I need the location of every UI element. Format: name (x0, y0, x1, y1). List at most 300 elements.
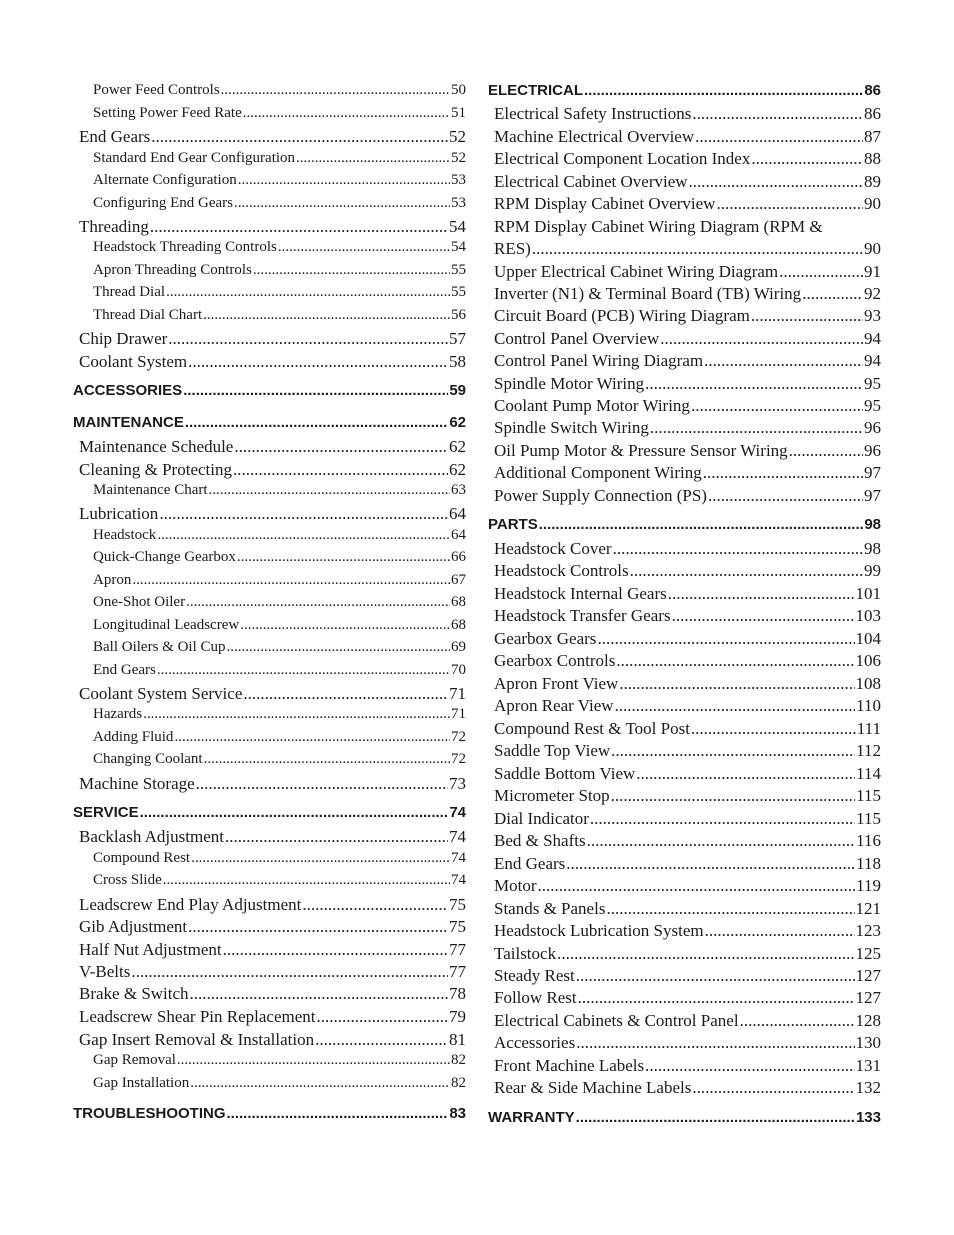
toc-page-number: 57 (449, 329, 466, 348)
toc-leader-dots (150, 217, 448, 237)
toc-title: Chip Drawer (79, 329, 168, 348)
toc-page-number: 51 (451, 105, 466, 121)
toc-page-number: 53 (451, 172, 466, 188)
toc-section[interactable] (73, 804, 466, 821)
toc-page-number: 62 (449, 460, 466, 479)
toc-leader-dots (168, 329, 448, 349)
toc-leader-dots (705, 921, 855, 941)
toc-entry[interactable] (488, 463, 881, 483)
toc-title: Oil Pump Motor & Pressure Sensor Wiring (494, 441, 788, 460)
toc-title: Inverter (N1) & Terminal Board (TB) Wiring (494, 284, 802, 303)
toc-title: V-Belts (79, 962, 131, 981)
toc-page-number: 104 (855, 629, 881, 648)
toc-page-number: 112 (856, 741, 881, 760)
toc-title: Saddle Top View (494, 741, 611, 760)
toc-title: Apron Front View (494, 674, 619, 693)
toc-title: Backlash Adjustment (79, 827, 224, 846)
toc-title: Electrical Component Location Index (494, 149, 751, 168)
toc-entry[interactable] (488, 854, 881, 874)
toc-entry[interactable] (488, 606, 881, 626)
toc-subentry[interactable] (73, 872, 466, 889)
toc-title: Rear & Side Machine Labels (494, 1078, 692, 1097)
toc-page-number: 74 (451, 872, 466, 888)
toc-title: Steady Rest (494, 966, 575, 985)
toc-entry[interactable] (73, 1030, 466, 1050)
toc-page-number: 131 (855, 1056, 881, 1075)
toc-title: One-Shot Oiler (93, 594, 186, 610)
toc-leader-dots (636, 764, 855, 784)
toc-entry[interactable] (488, 561, 881, 581)
toc-page-number: 106 (855, 651, 881, 670)
toc-title: Ball Oilers & Oil Cup (93, 639, 226, 655)
toc-title: Gap Insert Removal & Installation (79, 1030, 315, 1049)
toc-entry[interactable] (488, 351, 881, 371)
toc-title: WARRANTY (488, 1109, 575, 1126)
toc-page-number: 95 (864, 396, 881, 415)
toc-title: End Gears (79, 127, 151, 146)
toc-leader-dots (630, 561, 863, 581)
toc-page-number: 82 (451, 1075, 466, 1091)
toc-title: Additional Component Wiring (494, 463, 702, 482)
toc-leader-dots (140, 804, 449, 821)
toc-title: Alternate Configuration (93, 172, 237, 188)
toc-title: Tailstock (494, 944, 557, 963)
toc-subentry[interactable] (73, 729, 466, 746)
toc-entry[interactable] (488, 719, 881, 739)
toc-page-number: 59 (449, 382, 466, 399)
toc-entry[interactable] (488, 441, 881, 461)
toc-title: Thread Dial (93, 284, 166, 300)
toc-leader-dots (590, 809, 855, 829)
toc-subentry[interactable] (73, 617, 466, 634)
toc-page-number: 75 (449, 917, 466, 936)
toc-subentry[interactable] (73, 172, 466, 189)
toc-entry[interactable] (488, 696, 881, 716)
toc-subentry[interactable] (73, 82, 466, 99)
toc-title: End Gears (494, 854, 566, 873)
toc-leader-dots (578, 988, 855, 1008)
toc-leader-dots (619, 674, 854, 694)
toc-leader-dots (317, 1007, 449, 1027)
toc-entry[interactable] (73, 352, 466, 372)
toc-page-number: 55 (451, 262, 466, 278)
toc-title: Apron (93, 572, 132, 588)
toc-title: Gap Removal (93, 1052, 176, 1068)
toc-section[interactable] (488, 82, 881, 99)
toc-page-number: 69 (451, 639, 466, 655)
toc-title: Gap Installation (93, 1075, 190, 1091)
toc-subentry[interactable] (73, 594, 466, 611)
toc-title: Stands & Panels (494, 899, 606, 918)
toc-page-number: 132 (855, 1078, 881, 1097)
toc-title: Micrometer Stop (494, 786, 610, 805)
toc-leader-dots (611, 741, 855, 761)
toc-title: Longitudinal Leadscrew (93, 617, 240, 633)
toc-entry[interactable] (73, 984, 466, 1004)
toc-title: Saddle Bottom View (494, 764, 636, 783)
toc-leader-dots (203, 307, 450, 324)
toc-title: Standard End Gear Configuration (93, 150, 296, 166)
toc-title: Hazards (93, 706, 143, 722)
toc-page-number: 74 (451, 850, 466, 866)
toc-entry[interactable] (488, 374, 881, 394)
toc-title: RPM Display Cabinet Wiring Diagram (RPM & (494, 217, 823, 236)
toc-title: ACCESSORIES (73, 382, 183, 399)
toc-leader-dots (177, 1052, 450, 1069)
toc-leader-dots (227, 1105, 449, 1122)
toc-entry[interactable] (488, 262, 881, 282)
toc-title: Maintenance Chart (93, 482, 208, 498)
toc-page-number: 52 (451, 150, 466, 166)
toc-title: Quick-Change Gearbox (93, 549, 236, 565)
toc-entry[interactable] (488, 539, 881, 559)
toc-title: ELECTRICAL (488, 82, 583, 99)
toc-title: Gib Adjustment (79, 917, 188, 936)
toc-section[interactable] (73, 414, 466, 431)
toc-subentry[interactable] (73, 239, 466, 256)
toc-entry[interactable] (488, 329, 881, 349)
toc-entry[interactable] (488, 396, 881, 416)
toc-entry[interactable] (488, 831, 881, 851)
toc-entry[interactable] (488, 584, 881, 604)
toc-page-number: 108 (855, 674, 881, 693)
toc-subentry[interactable] (73, 572, 466, 589)
toc-subentry[interactable] (73, 482, 466, 499)
toc-entry[interactable] (488, 651, 881, 671)
toc-subentry[interactable] (73, 105, 466, 122)
toc-page-number: 67 (451, 572, 466, 588)
toc-entry[interactable] (488, 172, 881, 192)
toc-title: Half Nut Adjustment (79, 940, 222, 959)
toc-entry[interactable] (73, 917, 466, 937)
toc-leader-dots (209, 482, 450, 499)
toc-leader-dots (196, 774, 448, 794)
toc-title: Coolant System (79, 352, 188, 371)
toc-entry[interactable] (488, 239, 881, 259)
toc-entry[interactable] (73, 460, 466, 480)
toc-title: Headstock Transfer Gears (494, 606, 671, 625)
toc-leader-dots (611, 786, 855, 806)
toc-title: Power Supply Connection (PS) (494, 486, 707, 505)
toc-page-number: 133 (855, 1109, 881, 1126)
toc-page-number: 119 (856, 876, 881, 895)
toc-page-number: 71 (449, 684, 466, 703)
toc-title: Gearbox Controls (494, 651, 616, 670)
toc-leader-dots (689, 172, 863, 192)
toc-leader-dots (225, 827, 448, 847)
toc-leader-dots (159, 504, 448, 524)
toc-page-number: 114 (856, 764, 881, 783)
toc-leader-dots (704, 351, 863, 371)
toc-title: Electrical Cabinets & Control Panel (494, 1011, 739, 1030)
toc-leader-dots (584, 82, 863, 99)
toc-page-number: 90 (864, 239, 881, 258)
toc-entry[interactable] (488, 944, 881, 964)
toc-leader-dots (302, 895, 448, 915)
toc-page-number: 82 (451, 1052, 466, 1068)
toc-page-number: 123 (855, 921, 881, 940)
toc-title: Electrical Safety Instructions (494, 104, 692, 123)
toc-leader-dots (315, 1030, 448, 1050)
toc-page-number: 72 (451, 751, 466, 767)
toc-page-number: 93 (864, 306, 881, 325)
toc-title: Cross Slide (93, 872, 162, 888)
toc-title: Spindle Motor Wiring (494, 374, 645, 393)
toc-page-number: 99 (864, 561, 881, 580)
toc-entry[interactable] (488, 306, 881, 326)
toc-entry[interactable] (73, 1007, 466, 1027)
toc-title: Headstock (93, 527, 157, 543)
toc-page-number: 94 (864, 351, 881, 370)
toc-entry[interactable] (73, 962, 466, 982)
toc-page-number: 111 (856, 719, 881, 738)
toc-leader-dots (243, 105, 450, 122)
toc-title: Threading (79, 217, 149, 236)
toc-leader-dots (703, 463, 863, 483)
toc-entry[interactable] (73, 437, 466, 457)
toc-title: Lubrication (79, 504, 159, 523)
toc-subentry[interactable] (73, 662, 466, 679)
toc-title: Cleaning & Protecting (79, 460, 232, 479)
toc-page-number: 127 (855, 988, 881, 1007)
toc-page-number: 62 (449, 437, 466, 456)
toc-leader-dots (234, 195, 450, 212)
toc-leader-dots (645, 374, 863, 394)
toc-page-number: 55 (451, 284, 466, 300)
toc-entry[interactable] (488, 1033, 881, 1053)
toc-entry[interactable] (488, 1078, 881, 1098)
toc-entry[interactable] (73, 504, 466, 524)
toc-title: Accessories (494, 1033, 576, 1052)
toc-leader-dots (237, 549, 450, 566)
toc-page-number: 79 (449, 1007, 466, 1026)
toc-leader-dots (692, 104, 863, 124)
toc-leader-dots (692, 1078, 854, 1098)
toc-page-number: 74 (449, 827, 466, 846)
toc-leader-dots (616, 651, 854, 671)
toc-entry[interactable] (73, 774, 466, 794)
toc-leader-dots (740, 1011, 855, 1031)
toc-entry[interactable] (488, 1011, 881, 1031)
toc-leader-dots (615, 696, 856, 716)
toc-page-number: 50 (451, 82, 466, 98)
toc-subentry[interactable] (73, 307, 466, 324)
toc-title: RPM Display Cabinet Overview (494, 194, 716, 213)
toc-entry[interactable] (488, 741, 881, 761)
toc-leader-dots (157, 527, 450, 544)
toc-page-number: 68 (451, 617, 466, 633)
toc-page-number: 127 (855, 966, 881, 985)
toc-title: Leadscrew End Play Adjustment (79, 895, 302, 914)
toc-leader-dots (751, 149, 863, 169)
toc-title: Headstock Controls (494, 561, 629, 580)
toc-title: Spindle Switch Wiring (494, 418, 649, 437)
toc-entry[interactable] (488, 217, 881, 237)
toc-page-number: 71 (451, 706, 466, 722)
toc-leader-dots (566, 854, 855, 874)
toc-page-number: 92 (864, 284, 881, 303)
toc-page-number: 89 (864, 172, 881, 191)
toc-entry[interactable] (73, 940, 466, 960)
toc-subentry[interactable] (73, 1052, 466, 1069)
toc-page-number: 110 (856, 696, 881, 715)
toc-page-number: 74 (449, 804, 466, 821)
toc-leader-dots (691, 396, 863, 416)
toc-title: TROUBLESHOOTING (73, 1105, 226, 1122)
toc-page-number: 73 (449, 774, 466, 793)
toc-title: Setting Power Feed Rate (93, 105, 242, 121)
toc-leader-dots (613, 539, 863, 559)
toc-page-number: 96 (864, 418, 881, 437)
toc-page-number: 116 (856, 831, 881, 850)
toc-page-number: 78 (449, 984, 466, 1003)
toc-leader-dots (163, 872, 450, 889)
toc-title: Compound Rest & Tool Post (494, 719, 690, 738)
toc-page-number: 115 (856, 786, 881, 805)
toc-title: Follow Rest (494, 988, 577, 1007)
toc-title: Apron Rear View (494, 696, 614, 715)
toc-page-number: 95 (864, 374, 881, 393)
toc-leader-dots (204, 751, 450, 768)
toc-title: SERVICE (73, 804, 139, 821)
toc-page-number: 64 (451, 527, 466, 543)
toc-entry[interactable] (73, 684, 466, 704)
toc-leader-dots (190, 984, 448, 1004)
toc-section[interactable] (73, 1105, 466, 1122)
toc-title: Changing Coolant (93, 751, 203, 767)
toc-subentry[interactable] (73, 850, 466, 867)
toc-page-number: 90 (864, 194, 881, 213)
toc-entry[interactable] (488, 418, 881, 438)
toc-section[interactable] (73, 382, 466, 399)
toc-entry[interactable] (488, 629, 881, 649)
toc-subentry[interactable] (73, 549, 466, 566)
toc-title: Compound Rest (93, 850, 191, 866)
toc-leader-dots (278, 239, 450, 256)
toc-leader-dots (143, 706, 450, 723)
toc-leader-dots (188, 917, 448, 937)
toc-page-number: 70 (451, 662, 466, 678)
toc-entry[interactable] (488, 674, 881, 694)
toc-entry[interactable] (73, 827, 466, 847)
toc-page-number: 94 (864, 329, 881, 348)
toc-page-number: 64 (449, 504, 466, 523)
toc-title: Headstock Lubrication System (494, 921, 704, 940)
toc-title: Headstock Cover (494, 539, 612, 558)
toc-entry[interactable] (488, 486, 881, 506)
toc-entry[interactable] (488, 809, 881, 829)
toc-entry[interactable] (488, 876, 881, 896)
toc-leader-dots (708, 486, 863, 506)
toc-entry[interactable] (488, 899, 881, 919)
toc-subentry[interactable] (73, 527, 466, 544)
toc-title: Adding Fluid (93, 729, 174, 745)
toc-page-number: 91 (864, 262, 881, 281)
toc-leader-dots (716, 194, 863, 214)
toc-entry[interactable] (488, 284, 881, 304)
toc-page-number: 83 (449, 1105, 466, 1122)
toc-page-number: 121 (855, 899, 881, 918)
toc-entry[interactable] (488, 104, 881, 124)
toc-entry[interactable] (488, 194, 881, 214)
toc-page-number: 101 (855, 584, 881, 603)
toc-leader-dots (789, 441, 863, 461)
toc-page-number: 87 (864, 127, 881, 146)
toc-leader-dots (233, 460, 448, 480)
toc-entry[interactable] (488, 988, 881, 1008)
toc-leader-dots (802, 284, 863, 304)
toc-subentry[interactable] (73, 751, 466, 768)
toc-entry[interactable] (73, 895, 466, 915)
toc-leader-dots (131, 962, 448, 982)
toc-leader-dots (695, 127, 863, 147)
toc-entry[interactable] (488, 1056, 881, 1076)
toc-subentry[interactable] (73, 1075, 466, 1092)
toc-entry[interactable] (488, 127, 881, 147)
toc-subentry[interactable] (73, 706, 466, 723)
toc-leader-dots (157, 662, 450, 679)
toc-leader-dots (538, 876, 856, 896)
toc-title: Control Panel Overview (494, 329, 660, 348)
toc-entry[interactable] (488, 786, 881, 806)
toc-entry[interactable] (73, 127, 466, 147)
toc-title: Front Machine Labels (494, 1056, 645, 1075)
toc-leader-dots (597, 629, 854, 649)
toc-entry[interactable] (488, 149, 881, 169)
toc-title: Coolant Pump Motor Wiring (494, 396, 690, 415)
toc-leader-dots (576, 1109, 855, 1126)
toc-leader-dots (151, 127, 448, 147)
toc-page-number: 86 (864, 82, 881, 99)
toc-leader-dots (174, 729, 450, 746)
toc-title: End Gears (93, 662, 156, 678)
toc-page-number: 62 (449, 414, 466, 431)
toc-leader-dots (645, 1056, 854, 1076)
toc-leader-dots (166, 284, 450, 301)
toc-page-number: 97 (864, 486, 881, 505)
toc-page-number: 96 (864, 441, 881, 460)
toc-entry[interactable] (488, 764, 881, 784)
toc-subentry[interactable] (73, 195, 466, 212)
toc-entry[interactable] (73, 329, 466, 349)
toc-subentry[interactable] (73, 284, 466, 301)
toc-title: Headstock Internal Gears (494, 584, 667, 603)
toc-page-number: 56 (451, 307, 466, 323)
toc-subentry[interactable] (73, 639, 466, 656)
toc-subentry[interactable] (73, 262, 466, 279)
toc-leader-dots (132, 572, 450, 589)
toc-title: Electrical Cabinet Overview (494, 172, 688, 191)
toc-page-number: 66 (451, 549, 466, 565)
toc-section[interactable] (488, 1109, 881, 1126)
toc-title: Upper Electrical Cabinet Wiring Diagram (494, 262, 779, 281)
toc-title: MAINTENANCE (73, 414, 184, 431)
toc-title: Dial Indicator (494, 809, 589, 828)
toc-subentry[interactable] (73, 150, 466, 167)
toc-entry[interactable] (488, 921, 881, 941)
toc-page-number: 125 (855, 944, 881, 963)
toc-title: Headstock Threading Controls (93, 239, 277, 255)
toc-section[interactable] (488, 516, 881, 533)
toc-entry[interactable] (488, 966, 881, 986)
toc-page-number: 86 (864, 104, 881, 123)
toc-page-number: 77 (449, 940, 466, 959)
toc-leader-dots (539, 516, 864, 533)
toc-page-number: 118 (856, 854, 881, 873)
toc-entry[interactable] (73, 217, 466, 237)
toc-page-number: 75 (449, 895, 466, 914)
toc-leader-dots (691, 719, 856, 739)
